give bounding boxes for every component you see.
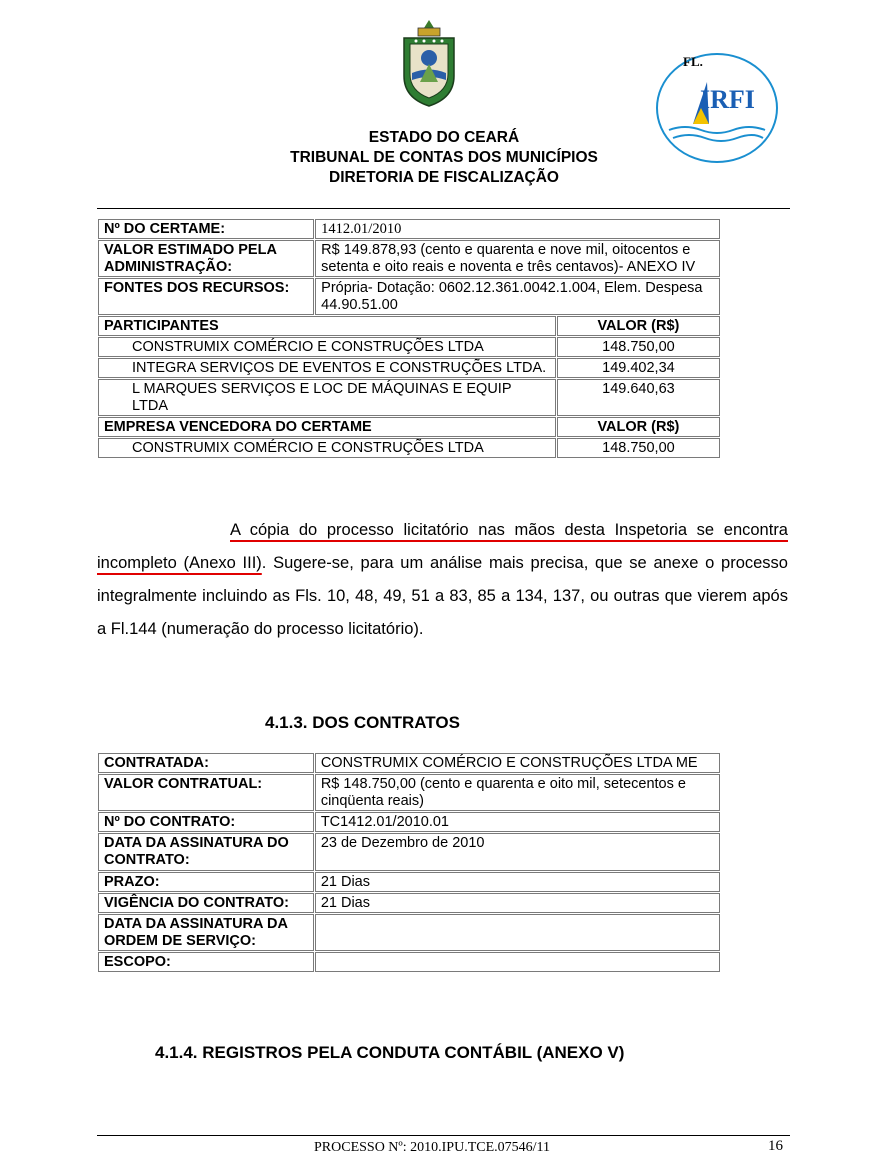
participant-value: 148.750,00 <box>557 337 720 357</box>
contract-value <box>315 914 720 951</box>
contract-label: CONTRATADA: <box>98 753 314 773</box>
table-row <box>98 337 720 357</box>
contract-value <box>315 952 720 972</box>
participant-name: INTEGRA SERVIÇOS DE EVENTOS E CONSTRUÇÕES LTDA. <box>98 358 556 378</box>
table-row <box>98 893 720 913</box>
estimated-value-label: VALOR ESTIMADO PELA ADMINISTRAÇÃO: <box>98 240 314 277</box>
header-line-diretoria: DIRETORIA DE FISCALIZAÇÃO <box>329 169 559 186</box>
table-row <box>98 872 720 892</box>
contract-value: 21 Dias <box>315 893 720 913</box>
participant-name: CONSTRUMIX COMÉRCIO E CONSTRUÇÕES LTDA <box>98 337 556 357</box>
table-row <box>98 914 720 951</box>
paragraph-rest: . Sugere-se, para um análise mais precisa, que se anexe o processo integralmente incluindo as Fls. 10, 48, 49, 51 a 83, 85 a 134, 137, ou outras que vierem após a Fl.144 (numeração do processo licitatório). <box>97 554 788 638</box>
stamp-word: IRFI <box>700 85 755 114</box>
winner-value-header: VALOR (R$) <box>557 417 720 437</box>
winner-value: 148.750,00 <box>557 438 720 458</box>
table-row <box>98 812 720 832</box>
underlined-sentence: A cópia do processo licitatório nas mãos desta Inspetoria se encontra incompleto (Anexo III) <box>97 521 788 572</box>
certame-table <box>97 218 721 459</box>
footer-divider <box>97 1135 790 1136</box>
page-number: 16 <box>768 1138 783 1154</box>
contract-label: DATA DA ASSINATURA DO CONTRATO: <box>98 833 314 871</box>
table-row <box>98 833 720 871</box>
table-row <box>98 379 720 416</box>
header-line-state: ESTADO DO CEARÁ <box>368 129 520 146</box>
table-row <box>98 219 720 239</box>
contract-value: CONSTRUMIX COMÉRCIO E CONSTRUÇÕES LTDA ME <box>315 753 720 773</box>
section-heading-registros: 4.1.4. REGISTROS PELA CONDUTA CONTÁBIL (ANEXO V) <box>155 1043 625 1062</box>
participant-value: 149.402,34 <box>557 358 720 378</box>
table-row <box>98 952 720 972</box>
state-coat-of-arms-icon <box>398 18 460 108</box>
contract-label: Nº DO CONTRATO: <box>98 812 314 832</box>
table-row <box>98 278 720 315</box>
certame-number-value: 1412.01/2010 <box>315 219 720 239</box>
funding-sources-label: FONTES DOS RECURSOS: <box>98 278 314 315</box>
certame-number-label: Nº DO CERTAME: <box>98 219 314 239</box>
winner-name: CONSTRUMIX COMÉRCIO E CONSTRUÇÕES LTDA <box>98 438 556 458</box>
table-row <box>98 417 720 437</box>
table-row <box>98 316 720 336</box>
contract-value: 21 Dias <box>315 872 720 892</box>
estimated-value-value: R$ 149.878,93 (cento e quarenta e nove mil, oitocentos e setenta e oito reais e noventa e três centavos)- ANEXO IV <box>315 240 720 277</box>
participant-name: L MARQUES SERVIÇOS E LOC DE MÁQUINAS E EQUIP LTDA <box>98 379 556 416</box>
participant-value: 149.640,63 <box>557 379 720 416</box>
document-header <box>230 128 658 188</box>
contract-label: DATA DA ASSINATURA DA ORDEM DE SERVIÇO: <box>98 914 314 951</box>
contract-value: R$ 148.750,00 (cento e quarenta e oito mil, setecentos e cinqüenta reais) <box>315 774 720 811</box>
contract-label: PRAZO: <box>98 872 314 892</box>
stamp-fl-label: FL. <box>683 54 703 69</box>
contract-value: TC1412.01/2010.01 <box>315 812 720 832</box>
header-divider <box>97 208 790 209</box>
funding-sources-value: Própria- Dotação: 0602.12.361.0042.1.004, Elem. Despesa 44.90.51.00 <box>315 278 720 315</box>
participants-header: PARTICIPANTES <box>98 316 556 336</box>
contract-label: ESCOPO: <box>98 952 314 972</box>
section-heading-contratos: 4.1.3. DOS CONTRATOS <box>265 713 460 732</box>
footer-process-number: PROCESSO Nº: 2010.IPU.TCE.07546/11 <box>314 1140 551 1155</box>
header-line-tribunal: TRIBUNAL DE CONTAS DOS MUNICÍPIOS <box>290 149 598 166</box>
contract-table <box>97 752 721 973</box>
table-row <box>98 774 720 811</box>
table-row <box>98 438 720 458</box>
contract-value: 23 de Dezembro de 2010 <box>315 833 720 871</box>
contract-label: VALOR CONTRATUAL: <box>98 774 314 811</box>
contract-label: VIGÊNCIA DO CONTRATO: <box>98 893 314 913</box>
table-row <box>98 753 720 773</box>
winner-header: EMPRESA VENCEDORA DO CERTAME <box>98 417 556 437</box>
value-column-header: VALOR (R$) <box>557 316 720 336</box>
table-row <box>98 358 720 378</box>
table-row <box>98 240 720 277</box>
body-paragraph <box>97 514 788 646</box>
